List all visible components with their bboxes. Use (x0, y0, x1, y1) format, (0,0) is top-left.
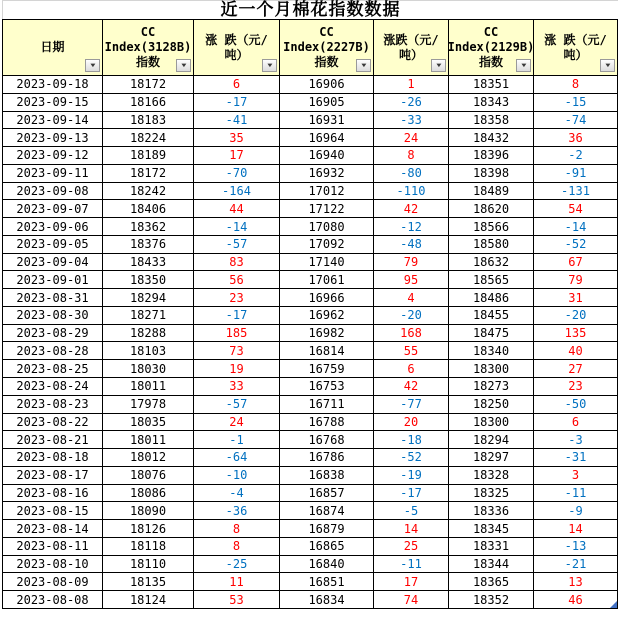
cell-cc-index-3128b[interactable]: 17978 (103, 396, 194, 414)
cell-change-3128b[interactable]: -70 (194, 165, 280, 183)
cell-change-2129b[interactable]: 135 (534, 325, 618, 343)
cell-change-3128b[interactable]: -17 (194, 307, 280, 325)
cell-cc-index-2129b[interactable]: 18486 (449, 289, 534, 307)
cell-cc-index-2129b[interactable]: 18566 (449, 218, 534, 236)
cell-change-2227b[interactable]: -17 (374, 485, 449, 503)
cell-change-2227b[interactable]: -77 (374, 396, 449, 414)
cell-change-2227b[interactable]: -110 (374, 183, 449, 201)
cell-cc-index-2227b[interactable]: 17122 (280, 200, 374, 218)
cell-change-3128b[interactable]: 6 (194, 76, 280, 94)
column-header-date (3, 20, 103, 76)
cell-change-2129b[interactable]: -3 (534, 431, 618, 449)
cell-change-2227b[interactable]: -33 (374, 112, 449, 130)
cell-change-2227b[interactable]: 24 (374, 129, 449, 147)
cell-cc-index-2129b[interactable]: 18365 (449, 573, 534, 591)
column-header-label: CC Index(3128B) 指数 (104, 25, 192, 69)
cell-cc-index-3128b[interactable]: 18242 (103, 183, 194, 201)
cell-cc-index-2129b[interactable]: 18300 (449, 360, 534, 378)
cell-cc-index-2227b[interactable]: 16964 (280, 129, 374, 147)
cell-change-2129b[interactable]: 14 (534, 520, 618, 538)
cell-cc-index-2227b[interactable]: 17080 (280, 218, 374, 236)
cell-change-2227b[interactable]: 8 (374, 147, 449, 165)
cell-change-2227b[interactable]: 79 (374, 254, 449, 272)
column-header-change-2129b (534, 20, 618, 76)
cell-change-3128b[interactable]: -10 (194, 467, 280, 485)
cell-cc-index-2129b[interactable]: 18489 (449, 183, 534, 201)
cell-cc-index-2129b[interactable]: 18632 (449, 254, 534, 272)
cell-cc-index-3128b[interactable]: 18035 (103, 414, 194, 432)
cell-change-2129b[interactable]: 3 (534, 467, 618, 485)
cell-change-2227b[interactable]: -11 (374, 556, 449, 574)
cell-cc-index-3128b[interactable]: 18011 (103, 378, 194, 396)
cell-date[interactable]: 2023-08-21 (3, 431, 103, 449)
filter-dropdown-cc-index-3128b[interactable] (176, 59, 191, 72)
cell-change-3128b[interactable]: -36 (194, 502, 280, 520)
cell-cc-index-3128b[interactable]: 18172 (103, 76, 194, 94)
cell-cc-index-2227b[interactable]: 16753 (280, 378, 374, 396)
chevron-down-icon: ▼ (603, 62, 612, 69)
cell-change-3128b[interactable]: 19 (194, 360, 280, 378)
title-row (2, 0, 618, 19)
cell-cc-index-2227b[interactable]: 17092 (280, 236, 374, 254)
cell-cc-index-2227b[interactable]: 16962 (280, 307, 374, 325)
cell-change-3128b[interactable]: -25 (194, 556, 280, 574)
cell-cc-index-2129b[interactable]: 18565 (449, 271, 534, 289)
cell-cc-index-2129b[interactable]: 18294 (449, 431, 534, 449)
cell-cc-index-3128b[interactable]: 18362 (103, 218, 194, 236)
cell-cc-index-3128b[interactable]: 18135 (103, 573, 194, 591)
cell-cc-index-2227b[interactable]: 17140 (280, 254, 374, 272)
cell-cc-index-2227b[interactable]: 16788 (280, 414, 374, 432)
cell-cc-index-2129b[interactable]: 18340 (449, 342, 534, 360)
cell-cc-index-2129b[interactable]: 18455 (449, 307, 534, 325)
cell-change-3128b[interactable]: -57 (194, 396, 280, 414)
cell-change-2227b[interactable]: 17 (374, 573, 449, 591)
cell-date[interactable]: 2023-09-04 (3, 254, 103, 272)
cell-cc-index-2129b[interactable]: 18325 (449, 485, 534, 503)
cell-change-2227b[interactable]: -20 (374, 307, 449, 325)
cell-cc-index-3128b[interactable]: 18350 (103, 271, 194, 289)
cell-change-3128b[interactable]: -14 (194, 218, 280, 236)
chevron-down-icon: ▼ (359, 62, 368, 69)
filter-dropdown-date[interactable] (85, 59, 100, 72)
cell-change-2129b[interactable]: 27 (534, 360, 618, 378)
chevron-down-icon: ▼ (519, 62, 528, 69)
cell-cc-index-3128b[interactable]: 18076 (103, 467, 194, 485)
cell-change-3128b[interactable]: 8 (194, 520, 280, 538)
cell-cc-index-2129b[interactable]: 18580 (449, 236, 534, 254)
chevron-down-icon: ▼ (265, 62, 274, 69)
cell-date[interactable]: 2023-08-25 (3, 360, 103, 378)
cell-change-2129b[interactable]: -131 (534, 183, 618, 201)
cell-cc-index-2129b[interactable]: 18297 (449, 449, 534, 467)
cell-cc-index-2129b[interactable]: 18620 (449, 200, 534, 218)
cell-date[interactable]: 2023-08-23 (3, 396, 103, 414)
cell-change-2129b[interactable]: 40 (534, 342, 618, 360)
cell-change-2129b[interactable]: -14 (534, 218, 618, 236)
cell-change-3128b[interactable]: -64 (194, 449, 280, 467)
cell-cc-index-2129b[interactable]: 18273 (449, 378, 534, 396)
cell-change-2227b[interactable]: -80 (374, 165, 449, 183)
cell-date[interactable]: 2023-09-08 (3, 183, 103, 201)
cell-cc-index-2129b[interactable]: 18300 (449, 414, 534, 432)
cell-change-2129b[interactable]: -52 (534, 236, 618, 254)
cell-cc-index-2227b[interactable]: 17061 (280, 271, 374, 289)
column-header-label: 日期 (40, 40, 65, 54)
cell-cc-index-2227b[interactable]: 16851 (280, 573, 374, 591)
cell-date[interactable]: 2023-08-10 (3, 556, 103, 574)
cell-date[interactable]: 2023-08-29 (3, 325, 103, 343)
cell-change-2129b[interactable]: 67 (534, 254, 618, 272)
cell-change-2129b[interactable]: -21 (534, 556, 618, 574)
cell-change-2227b[interactable]: 25 (374, 538, 449, 556)
cell-cc-index-2227b[interactable]: 16931 (280, 112, 374, 130)
cell-change-2227b[interactable]: 74 (374, 591, 449, 609)
cell-date[interactable]: 2023-08-14 (3, 520, 103, 538)
cell-change-2129b[interactable]: 54 (534, 200, 618, 218)
cell-cc-index-2129b[interactable]: 18352 (449, 591, 534, 609)
column-header-label: 涨跌（元/ 吨） (383, 32, 439, 62)
cell-cc-index-2227b[interactable]: 16906 (280, 76, 374, 94)
cell-date[interactable]: 2023-09-05 (3, 236, 103, 254)
cell-cc-index-2129b[interactable]: 18358 (449, 112, 534, 130)
cell-cc-index-3128b[interactable]: 18433 (103, 254, 194, 272)
cell-change-2227b[interactable]: 55 (374, 342, 449, 360)
cell-cc-index-2129b[interactable]: 18344 (449, 556, 534, 574)
cell-change-3128b[interactable]: 24 (194, 414, 280, 432)
cell-change-3128b[interactable]: 56 (194, 271, 280, 289)
column-header-change-3128b (194, 20, 280, 76)
cell-change-2129b[interactable]: -74 (534, 112, 618, 130)
cell-cc-index-2227b[interactable]: 16982 (280, 325, 374, 343)
cell-cc-index-3128b[interactable]: 18124 (103, 591, 194, 609)
cell-change-3128b[interactable]: 33 (194, 378, 280, 396)
cell-change-2227b[interactable]: 4 (374, 289, 449, 307)
column-header-change-2227b (374, 20, 449, 76)
cell-change-2129b[interactable]: 6 (534, 414, 618, 432)
cell-change-2129b[interactable]: -13 (534, 538, 618, 556)
cell-cc-index-3128b[interactable]: 18271 (103, 307, 194, 325)
cell-date[interactable]: 2023-08-18 (3, 449, 103, 467)
cell-change-2129b[interactable]: 8 (534, 76, 618, 94)
cell-cc-index-3128b[interactable]: 18110 (103, 556, 194, 574)
cell-change-3128b[interactable]: 11 (194, 573, 280, 591)
cell-date[interactable]: 2023-08-28 (3, 342, 103, 360)
cotton-index-table (2, 19, 618, 609)
cell-cc-index-3128b[interactable]: 18126 (103, 520, 194, 538)
cell-cc-index-3128b[interactable]: 18288 (103, 325, 194, 343)
cell-change-2129b[interactable]: 13 (534, 573, 618, 591)
column-header-cc-index-2129b (449, 20, 534, 76)
cell-change-2129b[interactable]: -20 (534, 307, 618, 325)
cell-date[interactable]: 2023-09-11 (3, 165, 103, 183)
cell-cc-index-3128b[interactable]: 18406 (103, 200, 194, 218)
cell-change-3128b[interactable]: -57 (194, 236, 280, 254)
cell-date[interactable]: 2023-08-30 (3, 307, 103, 325)
cell-change-2129b[interactable]: -9 (534, 502, 618, 520)
cell-cc-index-3128b[interactable]: 18012 (103, 449, 194, 467)
cell-cc-index-2227b[interactable]: 16840 (280, 556, 374, 574)
cell-change-3128b[interactable]: 44 (194, 200, 280, 218)
cell-cc-index-2129b[interactable]: 18343 (449, 94, 534, 112)
cell-change-3128b[interactable]: -1 (194, 431, 280, 449)
filter-range-corner-marker (610, 601, 617, 608)
cell-cc-index-3128b[interactable]: 18103 (103, 342, 194, 360)
cell-cc-index-3128b[interactable]: 18183 (103, 112, 194, 130)
page-title: 近一个月棉花指数数据 (220, 0, 401, 20)
cell-date[interactable]: 2023-09-06 (3, 218, 103, 236)
cell-cc-index-2227b[interactable]: 16905 (280, 94, 374, 112)
cell-cc-index-2129b[interactable]: 18345 (449, 520, 534, 538)
cell-change-2129b[interactable]: -91 (534, 165, 618, 183)
cell-change-2227b[interactable]: 1 (374, 76, 449, 94)
cell-cc-index-2129b[interactable]: 18328 (449, 467, 534, 485)
cell-date[interactable]: 2023-08-22 (3, 414, 103, 432)
cell-cc-index-3128b[interactable]: 18090 (103, 502, 194, 520)
cell-change-3128b[interactable]: -41 (194, 112, 280, 130)
chevron-down-icon: ▼ (434, 62, 443, 69)
cell-cc-index-3128b[interactable]: 18086 (103, 485, 194, 503)
column-header-label: 涨 跌（元/ 吨） (544, 32, 607, 62)
cell-change-2129b[interactable]: -50 (534, 396, 618, 414)
cell-change-2227b[interactable]: 95 (374, 271, 449, 289)
cell-change-2129b[interactable]: 46 (534, 591, 618, 609)
cell-change-2129b[interactable]: -11 (534, 485, 618, 503)
cell-cc-index-2129b[interactable]: 18351 (449, 76, 534, 94)
cell-change-2227b[interactable]: -5 (374, 502, 449, 520)
cell-cc-index-2227b[interactable]: 16711 (280, 396, 374, 414)
cell-change-2227b[interactable]: -48 (374, 236, 449, 254)
cell-cc-index-2227b[interactable]: 16786 (280, 449, 374, 467)
cell-cc-index-3128b[interactable]: 18224 (103, 129, 194, 147)
cell-change-2129b[interactable]: -31 (534, 449, 618, 467)
cell-change-3128b[interactable]: 185 (194, 325, 280, 343)
cell-cc-index-2227b[interactable]: 16838 (280, 467, 374, 485)
cell-change-3128b[interactable]: 23 (194, 289, 280, 307)
cell-change-2227b[interactable]: -12 (374, 218, 449, 236)
cell-cc-index-2129b[interactable]: 18331 (449, 538, 534, 556)
cell-cc-index-3128b[interactable]: 18189 (103, 147, 194, 165)
cell-cc-index-2227b[interactable]: 16879 (280, 520, 374, 538)
cell-date[interactable]: 2023-08-15 (3, 502, 103, 520)
cell-date[interactable]: 2023-09-18 (3, 76, 103, 94)
cell-change-2227b[interactable]: 42 (374, 200, 449, 218)
filter-dropdown-cc-index-2227b[interactable] (356, 59, 371, 72)
cell-cc-index-2129b[interactable]: 18475 (449, 325, 534, 343)
cell-date[interactable]: 2023-09-13 (3, 129, 103, 147)
cell-cc-index-3128b[interactable]: 18294 (103, 289, 194, 307)
cell-cc-index-3128b[interactable]: 18376 (103, 236, 194, 254)
column-header-cc-index-2227b (280, 20, 374, 76)
cell-change-2227b[interactable]: -52 (374, 449, 449, 467)
filter-dropdown-change-2227b[interactable] (431, 59, 446, 72)
cell-cc-index-2227b[interactable]: 16814 (280, 342, 374, 360)
cell-date[interactable]: 2023-08-16 (3, 485, 103, 503)
cell-date[interactable]: 2023-08-17 (3, 467, 103, 485)
filter-dropdown-change-3128b[interactable] (262, 59, 277, 72)
cell-change-2227b[interactable]: -26 (374, 94, 449, 112)
cell-cc-index-2227b[interactable]: 16865 (280, 538, 374, 556)
cell-cc-index-2129b[interactable]: 18336 (449, 502, 534, 520)
cell-cc-index-3128b[interactable]: 18030 (103, 360, 194, 378)
cell-date[interactable]: 2023-08-24 (3, 378, 103, 396)
cell-change-2129b[interactable]: 79 (534, 271, 618, 289)
cell-cc-index-3128b[interactable]: 18118 (103, 538, 194, 556)
column-header-label: CC Index(2227B) 指数 (283, 25, 370, 69)
cell-cc-index-2227b[interactable]: 16966 (280, 289, 374, 307)
cell-cc-index-2227b[interactable]: 16940 (280, 147, 374, 165)
column-header-label: CC Index(2129B) 指数 (447, 25, 535, 69)
cell-cc-index-2227b[interactable]: 16932 (280, 165, 374, 183)
cell-cc-index-3128b[interactable]: 18011 (103, 431, 194, 449)
cell-cc-index-2129b[interactable]: 18396 (449, 147, 534, 165)
cell-change-3128b[interactable]: 8 (194, 538, 280, 556)
cell-cc-index-2129b[interactable]: 18432 (449, 129, 534, 147)
cell-cc-index-2227b[interactable]: 16857 (280, 485, 374, 503)
cell-change-2227b[interactable]: 42 (374, 378, 449, 396)
cell-cc-index-2227b[interactable]: 16834 (280, 591, 374, 609)
cell-change-2227b[interactable]: -18 (374, 431, 449, 449)
cell-cc-index-2227b[interactable]: 17012 (280, 183, 374, 201)
cell-change-2129b[interactable]: -15 (534, 94, 618, 112)
cell-cc-index-3128b[interactable]: 18172 (103, 165, 194, 183)
cell-change-2129b[interactable]: 23 (534, 378, 618, 396)
cell-cc-index-3128b[interactable]: 18166 (103, 94, 194, 112)
cell-change-2227b[interactable]: 20 (374, 414, 449, 432)
filter-dropdown-cc-index-2129b[interactable] (516, 59, 531, 72)
cell-date[interactable]: 2023-08-09 (3, 573, 103, 591)
cell-change-2227b[interactable]: 6 (374, 360, 449, 378)
column-header-label: 涨 跌（元/ 吨） (205, 32, 268, 62)
cell-cc-index-2227b[interactable]: 16768 (280, 431, 374, 449)
filter-dropdown-change-2129b[interactable] (600, 59, 615, 72)
cell-change-2227b[interactable]: 168 (374, 325, 449, 343)
chevron-down-icon: ▼ (88, 62, 97, 69)
cell-date[interactable]: 2023-09-15 (3, 94, 103, 112)
column-header-cc-index-3128b (103, 20, 194, 76)
cell-cc-index-2129b[interactable]: 18398 (449, 165, 534, 183)
cell-change-3128b[interactable]: 53 (194, 591, 280, 609)
cell-date[interactable]: 2023-09-14 (3, 112, 103, 130)
cell-date[interactable]: 2023-09-07 (3, 200, 103, 218)
cell-date[interactable]: 2023-08-11 (3, 538, 103, 556)
chevron-down-icon: ▼ (179, 62, 188, 69)
cell-change-2227b[interactable]: -19 (374, 467, 449, 485)
cell-change-3128b[interactable]: -164 (194, 183, 280, 201)
cell-cc-index-2227b[interactable]: 16874 (280, 502, 374, 520)
cell-change-2129b[interactable]: -2 (534, 147, 618, 165)
cell-change-2129b[interactable]: 31 (534, 289, 618, 307)
cell-change-3128b[interactable]: 17 (194, 147, 280, 165)
cell-change-3128b[interactable]: 35 (194, 129, 280, 147)
cell-change-3128b[interactable]: 83 (194, 254, 280, 272)
cell-change-2129b[interactable]: 36 (534, 129, 618, 147)
cell-date[interactable]: 2023-09-01 (3, 271, 103, 289)
cell-date[interactable]: 2023-09-12 (3, 147, 103, 165)
cell-change-3128b[interactable]: 73 (194, 342, 280, 360)
cell-change-3128b[interactable]: -17 (194, 94, 280, 112)
cell-date[interactable]: 2023-08-08 (3, 591, 103, 609)
cell-date[interactable]: 2023-08-31 (3, 289, 103, 307)
cell-change-2227b[interactable]: 14 (374, 520, 449, 538)
cell-cc-index-2129b[interactable]: 18250 (449, 396, 534, 414)
cell-cc-index-2227b[interactable]: 16759 (280, 360, 374, 378)
cell-change-3128b[interactable]: -4 (194, 485, 280, 503)
